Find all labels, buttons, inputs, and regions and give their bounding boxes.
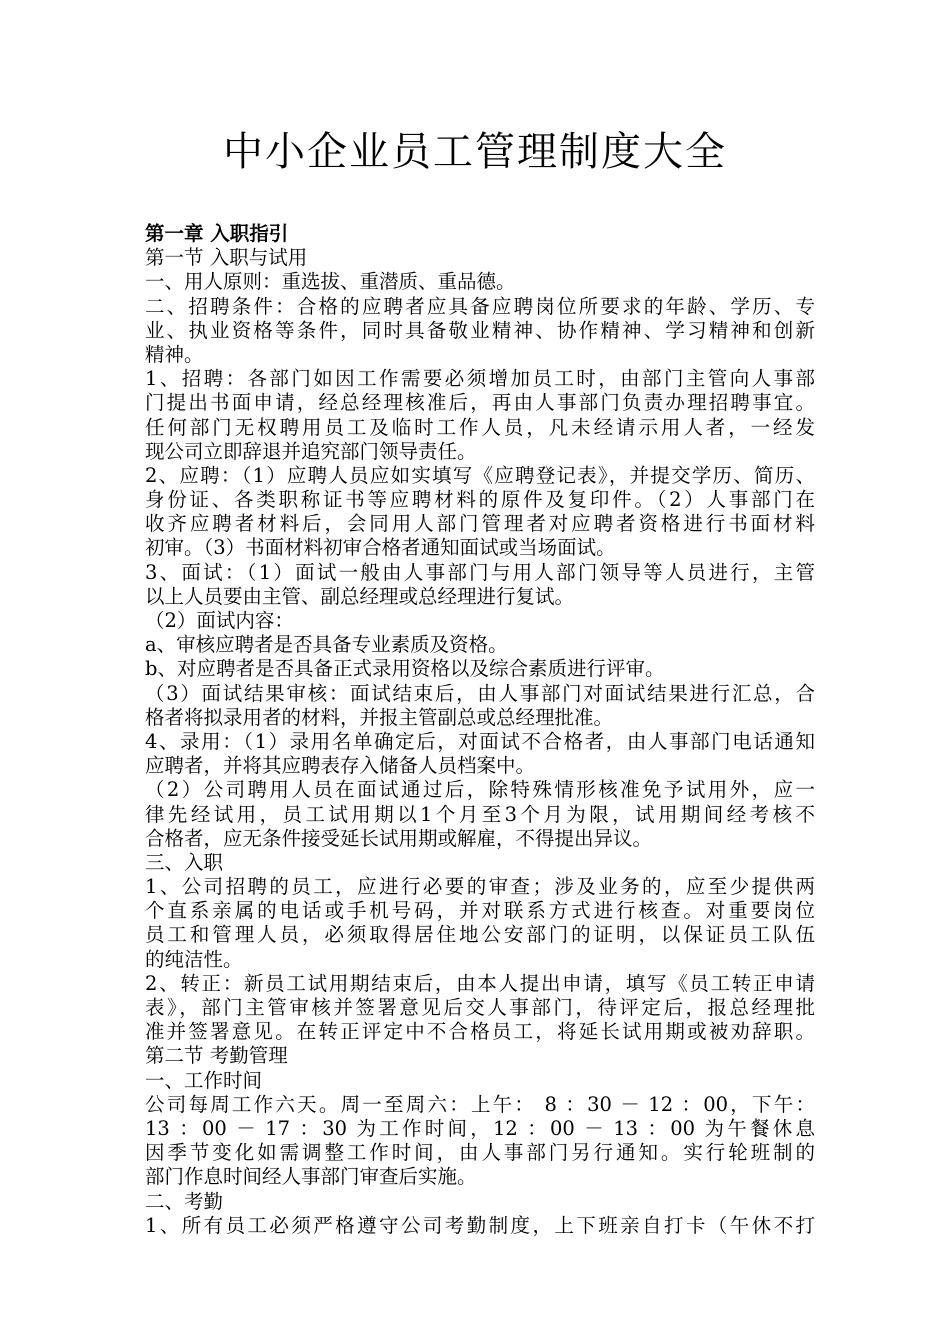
text-line: 因季节变化如需调整工作时间，由人事部门另行通知。实行轮班制的 bbox=[145, 1141, 815, 1165]
text-line: 的纯洁性。 bbox=[145, 947, 243, 971]
text-line: 二、考勤 bbox=[145, 1189, 224, 1213]
text-line: 准并签署意见。在转正评定中不合格员工，将延长试用期或被劝辞职。 bbox=[145, 1020, 815, 1044]
text-line: 部门作息时间经人事部门审查后实施。 bbox=[145, 1165, 477, 1189]
text-line: 应聘者，并将其应聘表存入储备人员档案中。 bbox=[145, 754, 536, 778]
text-line: 4、录用：（1）录用名单确定后，对面试不合格者，由人事部门电话通知 bbox=[145, 729, 815, 753]
text-line: 以上人员要由主管、副总经理或总经理进行复试。 bbox=[145, 584, 575, 608]
text-line: 2、应聘：（1）应聘人员应如实填写《应聘登记表》，并提交学历、简历、 bbox=[145, 463, 815, 487]
text-line: （2）公司聘用人员在面试通过后，除特殊情形核准免予试用外，应一 bbox=[145, 778, 815, 802]
text-line: 精神。 bbox=[145, 342, 204, 366]
text-line: 表》，部门主管审核并签署意见后交人事部门，待评定后，报总经理批 bbox=[145, 996, 815, 1019]
text-line: 一、用人原则：重选拔、重潜质、重品德。 bbox=[145, 270, 516, 294]
text-line: 1、所有员工必须严格遵守公司考勤制度，上下班亲自打卡（午休不打 bbox=[145, 1213, 815, 1237]
text-line: 现公司立即辞退并追究部门领导责任。 bbox=[145, 439, 477, 463]
document-title: 中小企业员工管理制度大全 bbox=[223, 129, 727, 175]
text-line: 任何部门无权聘用员工及临时工作人员，凡未经请示用人者，一经发 bbox=[145, 415, 815, 439]
document-body bbox=[145, 222, 815, 1238]
text-line: 初审。（3）书面材料初审合格者通知面试或当场面试。 bbox=[145, 536, 616, 560]
text-line: （3）面试结果审核：面试结束后，由人事部门对面试结果进行汇总，合 bbox=[145, 681, 815, 705]
text-line: 三、入职 bbox=[145, 850, 224, 874]
text-line: 一、工作时间 bbox=[145, 1068, 263, 1092]
text-line: 1、招聘：各部门如因工作需要必须增加员工时，由部门主管向人事部 bbox=[145, 367, 815, 391]
chapter-heading: 第一章 入职指引 bbox=[145, 222, 289, 245]
text-line: 二、招聘条件：合格的应聘者应具备应聘岗位所要求的年龄、学历、专 bbox=[145, 294, 815, 318]
text-line: b、对应聘者是否具备正式录用资格以及综合素质进行评审。 bbox=[145, 657, 665, 681]
text-line: 13 ：00 － 17 ：30 为工作时间，12 ：00 － 13 ：00 为午餐休息 bbox=[145, 1116, 815, 1140]
text-line: 1、公司招聘的员工，应进行必要的审查；涉及业务的，应至少提供两 bbox=[145, 875, 815, 899]
text-line: 2、转正：新员工试用期结束后，由本人提出申请，填写《员工转正申请 bbox=[145, 971, 815, 995]
text-line: 3、面试：（1）面试一般由人事部门与用人部门领导等人员进行，主管 bbox=[145, 560, 815, 584]
text-line: （2）面试内容： bbox=[145, 609, 294, 632]
text-line: 业、执业资格等条件，同时具备敬业精神、协作精神、学习精神和创新 bbox=[145, 318, 815, 342]
text-line: a、审核应聘者是否具备专业素质及资格。 bbox=[145, 633, 508, 657]
text-line: 第二节 考勤管理 bbox=[145, 1044, 288, 1068]
text-line: 身份证、各类职称证书等应聘材料的原件及复印件。（2）人事部门在 bbox=[145, 488, 815, 512]
text-line: 门提出书面申请，经总经理核准后，再由人事部门负责办理招聘事宜。 bbox=[145, 391, 815, 415]
text-line: 合格者，应无条件接受延长试用期或解雇，不得提出异议。 bbox=[145, 826, 653, 850]
text-line: 格者将拟录用者的材料，并报主管副总或总经理批准。 bbox=[145, 705, 614, 729]
text-line: 个直系亲属的电话或手机号码，并对联系方式进行核查。对重要岗位 bbox=[145, 899, 815, 923]
text-line: 公司每周工作六天。周一至周六：上午： 8 ：30 － 12 ：00，下午： bbox=[145, 1092, 815, 1116]
text-line: 律先经试用，员工试用期以1个月至3个月为限，试用期间经考核不 bbox=[145, 802, 815, 826]
text-line: 员工和管理人员，必须取得居住地公安部门的证明，以保证员工队伍 bbox=[145, 923, 815, 947]
text-line: 第一节 入职与试用 bbox=[145, 246, 308, 270]
text-line: 收齐应聘者材料后，会同用人部门管理者对应聘者资格进行书面材料 bbox=[145, 512, 815, 536]
